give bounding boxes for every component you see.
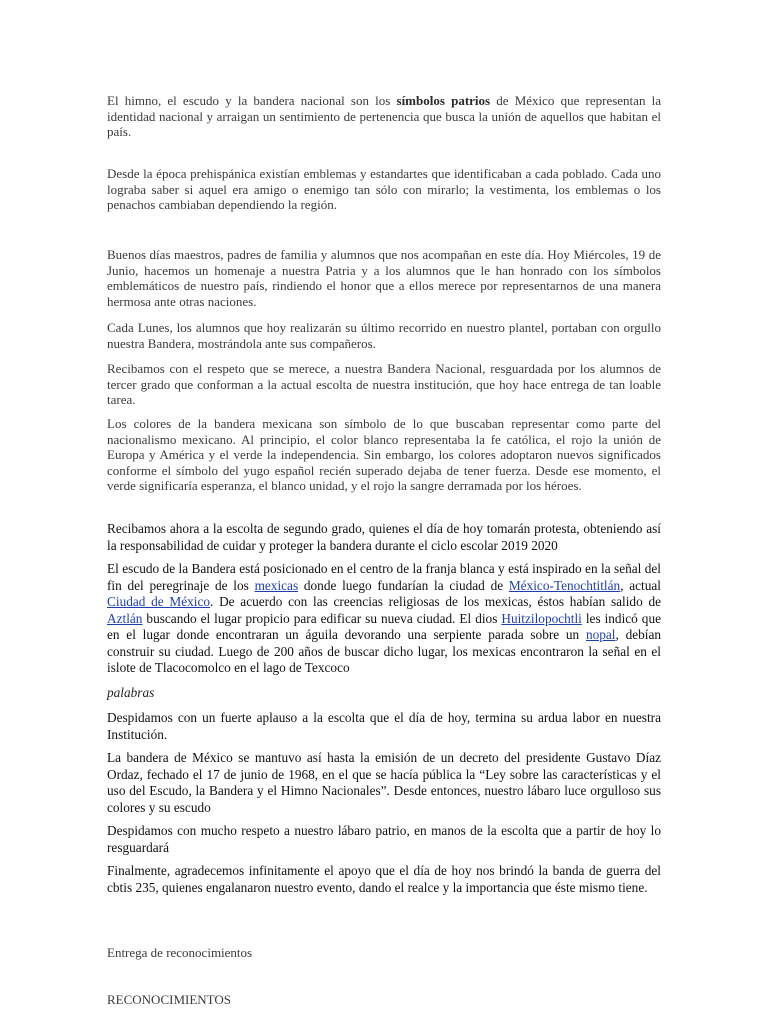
paragraph-decreto-1968: La bandera de México se mantuvo así hasta la emisión de un decreto del presidente Gustavo Díaz Ordaz, fechado el 17 de junio de 1968, en el que se hacía pública la “Ley sobre las características y el uso del Escudo, la Bandera y el Himno Nacionales”. Desde entonces, nuestro lábaro luce orgulloso sus colores y su escudo xyxy=(107,750,661,815)
link-nopal[interactable]: nopal xyxy=(585,627,616,642)
paragraph-buenos-dias: Buenos días maestros, padres de familia y alumnos que nos acompañan en este día. Hoy Miércoles, 19 de Junio, hacemos un homenaje a nuestra Patria y a los alumnos que le han honrado con los símbolos emblemáticos de nuestro país, rindiendo el honor que a ellos merece por representarnos de una manera hermosa ante otras naciones. xyxy=(107,247,661,309)
link-mexico-tenochtitlan[interactable]: México-Tenochtitlán xyxy=(508,577,621,593)
note-palabras: palabras xyxy=(107,685,155,700)
paragraph-escudo-bandera: El escudo de la Bandera está posicionado en el centro de la franja blanca y está inspirado en la señal del fin del peregrinaje de los mexicas donde luego fundarían la ciudad de México-Tenochtitlán, actual Ciudad de México. De acuerdo con las creencias religiosas de los mexicas, éstos habían salido de Aztlán buscando el lugar propicio para edificar su nueva ciudad. El dios Huitzilopochtli les indicó que en el lugar donde encontraran un águila devorando una serpiente parada sobre un nopal, debían construir su ciudad. Luego de 200 años de buscar dicho lugar, los mexicas encontraron la señal en el islote de Tlacocomolco en el lago de Texcoco xyxy=(107,561,662,675)
paragraph-recibamos-bandera: Recibamos con el respeto que se merece, a nuestra Bandera Nacional, resguardada por los alumnos de tercer grado que conforman a la actual escolta de nuestra institución, que hoy hace entrega de tan loable tarea. xyxy=(107,361,661,407)
heading-entrega-reconocimientos: Entrega de reconocimientos xyxy=(107,945,253,960)
paragraph-despidamos-labaro: Despidamos con mucho respeto a nuestro lábaro patrio, en manos de la escolta que a partir de hoy lo resguardará xyxy=(107,823,661,855)
link-ciudad-de-mexico[interactable]: Ciudad de México xyxy=(107,594,211,609)
bold-term: símbolos patrios xyxy=(396,93,491,108)
paragraph-colores-bandera: Los colores de la bandera mexicana son símbolo de lo que buscaban representar como parte del nacionalismo mexicano. Al principio, el color blanco representaba la fe católica, el rojo la unión de Europa y América y el verde la independencia. Sin embargo, los colores adoptaron nuevos significados conforme el símbolo del yugo español recién superado dejaba de tener fuerza. Desde ese momento, el verde significaría esperanza, el blanco unidad, y el rojo la sangre derramada por los héroes. xyxy=(107,416,661,493)
paragraph-epoca-prehispanica: Desde la época prehispánica existían emblemas y estandartes que identificaban a cada poblado. Cada uno lograba saber si aquel era amigo o enemigo tan sólo con mirarlo; la vestimenta, los emblemas o los penachos cambiaban dependiendo la región. xyxy=(107,166,661,212)
link-aztlan[interactable]: Aztlán xyxy=(107,610,143,626)
paragraph-despidamos-aplauso: Despidamos con un fuerte aplauso a la escolta que el día de hoy, termina su ardua labor en nuestra Institución. xyxy=(107,710,661,742)
paragraph-cada-lunes: Cada Lunes, los alumnos que hoy realizarán su último recorrido en nuestro plantel, portaban con orgullo nuestra Bandera, mostrándola ante sus compañeros. xyxy=(107,320,661,351)
paragraph-escolta-segundo-grado: Recibamos ahora a la escolta de segundo grado, quienes el día de hoy tomarán protesta, obteniendo así la responsabilidad de cuidar y proteger la bandera durante el ciclo escolar 2019 2020 xyxy=(107,521,661,553)
link-mexicas[interactable]: mexicas xyxy=(254,577,299,593)
paragraph-simbolos-patrios: El himno, el escudo y la bandera nacional son los símbolos patrios de México que representan la identidad nacional y arraigan un sentimiento de pertenencia que busca la unión de aquellos que habitan el país. xyxy=(107,93,661,139)
link-huitzilopochtli[interactable]: Huitzilopochtli xyxy=(501,610,582,626)
paragraph-agradecimiento-banda: Finalmente, agradecemos infinitamente el apoyo que el día de hoy nos brindó la banda de guerra del cbtis 235, quienes engalanaron nuestro evento, dando el realce y la importancia que éste mismo tiene. xyxy=(107,863,661,895)
heading-reconocimientos: RECONOCIMIENTOS xyxy=(107,992,231,1007)
